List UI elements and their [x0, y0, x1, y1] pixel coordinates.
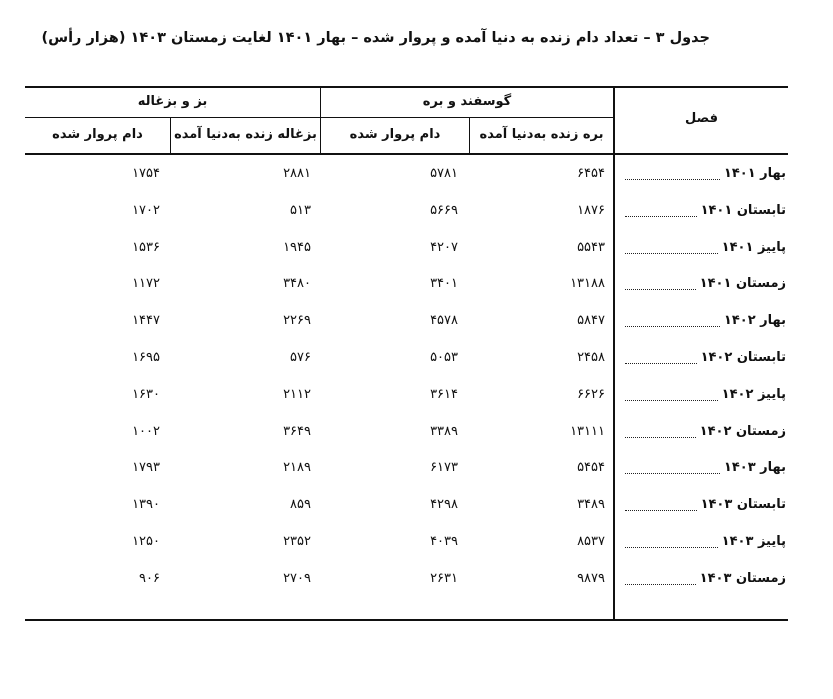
- cell-lamb-born: ۹۸۷۹: [577, 571, 605, 586]
- cell-lamb-born: ۵۴۵۴: [577, 460, 605, 475]
- row-dot-leader: [625, 253, 718, 254]
- header-goat-group: بز و بزغاله: [137, 94, 208, 109]
- cell-kid-born: ۳۶۴۹: [283, 424, 311, 439]
- cell-kid-born: ۲۷۰۹: [283, 571, 311, 586]
- cell-kid-born: ۲۳۵۲: [283, 534, 311, 549]
- row-season: [701, 497, 786, 512]
- cell-goat-fattened: ۱۵۳۶: [132, 240, 160, 255]
- row-dot-leader: [625, 400, 718, 401]
- row-season-label: بهار ۱۴۰۱: [723, 166, 786, 181]
- row-dot-leader: [625, 510, 697, 511]
- row-dot-leader: [625, 289, 696, 290]
- cell-sheep-fattened: ۳۶۱۴: [430, 387, 458, 402]
- cell-goat-fattened: ۹۰۶: [139, 571, 160, 586]
- cell-kid-born: ۳۴۸۰: [283, 276, 311, 291]
- header-goat-fattened: دام پروار شده: [52, 127, 143, 142]
- row-season: [722, 240, 786, 255]
- cell-sheep-fattened: ۴۲۹۸: [430, 497, 458, 512]
- header-lamb-born: بره زنده به‌دنیا آمده: [479, 127, 604, 142]
- cell-sheep-fattened: ۴۵۷۸: [430, 313, 458, 328]
- row-season: [722, 387, 786, 402]
- table-title: جدول ۳ – تعداد دام زنده به دنیا آمده و پروار شده – بهار ۱۴۰۱ لغایت زمستان ۱۴۰۳ (هزار رأس): [41, 30, 710, 46]
- cell-sheep-fattened: ۲۶۳۱: [430, 571, 458, 586]
- row-dot-leader: [625, 363, 697, 364]
- cell-lamb-born: ۶۶۲۶: [577, 387, 605, 402]
- cell-goat-fattened: ۱۰۰۲: [132, 424, 160, 439]
- row-season-label: بهار ۱۴۰۲: [723, 313, 786, 328]
- cell-goat-fattened: ۱۱۷۲: [132, 276, 160, 291]
- cell-goat-fattened: ۱۳۹۰: [132, 497, 160, 512]
- cell-sheep-fattened: ۳۴۰۱: [430, 276, 458, 291]
- row-season-label: زمستان ۱۴۰۱: [699, 276, 786, 291]
- row-season: [700, 571, 786, 586]
- cell-kid-born: ۲۱۸۹: [283, 460, 311, 475]
- cell-sheep-fattened: ۳۳۸۹: [430, 424, 458, 439]
- cell-goat-fattened: ۱۷۰۲: [132, 203, 160, 218]
- row-season-label: پاییز ۱۴۰۲: [721, 387, 786, 402]
- row-season-label: زمستان ۱۴۰۳: [699, 571, 786, 586]
- cell-sheep-fattened: ۶۱۷۳: [430, 460, 458, 475]
- cell-lamb-born: ۵۵۴۳: [577, 240, 605, 255]
- cell-lamb-born: ۳۴۸۹: [577, 497, 605, 512]
- table-top-rule: [25, 86, 788, 88]
- cell-lamb-born: ۱۳۱۱۱: [570, 424, 605, 439]
- header-season: فصل: [685, 111, 718, 126]
- row-dot-leader: [625, 216, 697, 217]
- cell-goat-fattened: ۱۶۳۰: [132, 387, 160, 402]
- table-bottom-rule: [25, 619, 788, 621]
- row-dot-leader: [625, 437, 696, 438]
- row-season-label: زمستان ۱۴۰۲: [699, 424, 786, 439]
- row-season: [724, 460, 786, 475]
- row-dot-leader: [625, 547, 718, 548]
- cell-lamb-born: ۲۴۵۸: [577, 350, 605, 365]
- cell-goat-fattened: ۱۷۹۳: [132, 460, 160, 475]
- header-bottom-rule: [25, 153, 788, 155]
- cell-lamb-born: ۶۴۵۴: [577, 166, 605, 181]
- row-season-label: بهار ۱۴۰۳: [723, 460, 786, 475]
- cell-sheep-fattened: ۴۰۳۹: [430, 534, 458, 549]
- row-season: [722, 534, 786, 549]
- cell-kid-born: ۲۲۶۹: [283, 313, 311, 328]
- cell-goat-fattened: ۱۶۹۵: [132, 350, 160, 365]
- cell-lamb-born: ۱۳۱۸۸: [570, 276, 605, 291]
- row-season: [700, 424, 786, 439]
- cell-kid-born: ۸۵۹: [290, 497, 311, 512]
- cell-lamb-born: ۱۸۷۶: [577, 203, 605, 218]
- cell-kid-born: ۵۷۶: [290, 350, 311, 365]
- cell-goat-fattened: ۱۷۵۴: [132, 166, 160, 181]
- cell-sheep-fattened: ۵۶۶۹: [430, 203, 458, 218]
- cell-lamb-born: ۸۵۳۷: [577, 534, 605, 549]
- header-sheep-fattened: دام پروار شده: [349, 127, 441, 142]
- row-dot-leader: [625, 584, 696, 585]
- row-season-label: تابستان ۱۴۰۲: [700, 350, 786, 365]
- row-season: [724, 313, 786, 328]
- cell-kid-born: ۱۹۴۵: [283, 240, 311, 255]
- row-season-label: پاییز ۱۴۰۳: [721, 534, 786, 549]
- row-dot-leader: [625, 473, 720, 474]
- cell-lamb-born: ۵۸۴۷: [577, 313, 605, 328]
- row-dot-leader: [625, 326, 720, 327]
- row-season: [700, 276, 786, 291]
- cell-sheep-fattened: ۵۰۵۳: [430, 350, 458, 365]
- header-sheep-group: گوسفند و بره: [422, 94, 512, 109]
- cell-goat-fattened: ۱۴۴۷: [132, 313, 160, 328]
- row-season: [701, 350, 786, 365]
- row-dot-leader: [625, 179, 720, 180]
- row-season-label: تابستان ۱۴۰۱: [700, 203, 786, 218]
- row-season: [724, 166, 786, 181]
- row-season-label: تابستان ۱۴۰۳: [700, 497, 786, 512]
- cell-kid-born: ۵۱۳: [290, 203, 311, 218]
- cell-kid-born: ۲۸۸۱: [283, 166, 311, 181]
- row-season-label: پاییز ۱۴۰۱: [721, 240, 786, 255]
- header-kid-born: بزغاله زنده به‌دنیا آمده: [174, 127, 317, 142]
- season-column-divider: [613, 86, 615, 621]
- cell-goat-fattened: ۱۲۵۰: [132, 534, 160, 549]
- row-season: [701, 203, 786, 218]
- cell-sheep-fattened: ۵۷۸۱: [430, 166, 458, 181]
- cell-sheep-fattened: ۴۲۰۷: [430, 240, 458, 255]
- cell-kid-born: ۲۱۱۲: [283, 387, 311, 402]
